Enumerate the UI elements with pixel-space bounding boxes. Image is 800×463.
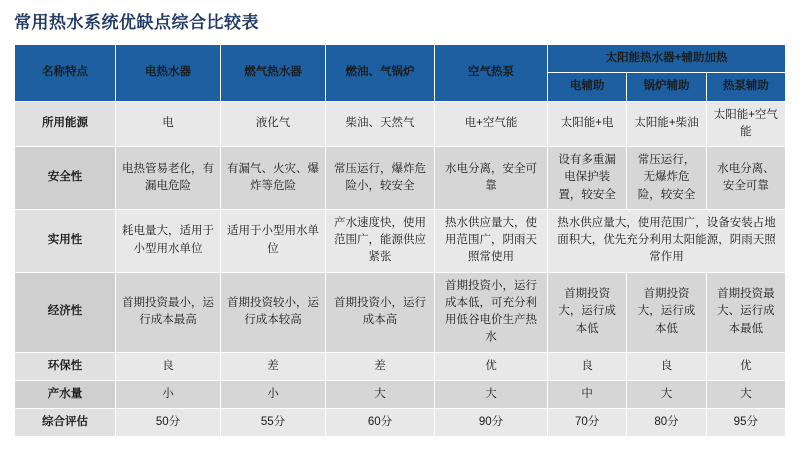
row-label-practicality: 实用性 bbox=[15, 209, 116, 272]
header-col-2: 燃油、气锅炉 bbox=[326, 45, 435, 102]
header-corner-label: 名称特点 bbox=[15, 45, 116, 102]
table-row bbox=[15, 380, 786, 408]
cell-score-3: 90分 bbox=[435, 409, 548, 437]
cell-eco-0: 良 bbox=[116, 352, 221, 380]
cell-energy-2: 柴油、天然气 bbox=[326, 101, 435, 147]
table-row bbox=[15, 272, 786, 352]
cell-energy-0: 电 bbox=[116, 101, 221, 147]
table-row bbox=[15, 409, 786, 437]
header-col-6: 热泵辅助 bbox=[706, 73, 785, 101]
cell-score-2: 60分 bbox=[326, 409, 435, 437]
table-row bbox=[15, 147, 786, 210]
cell-safety-4: 设有多重漏电保护装置，较安全 bbox=[548, 147, 627, 210]
cell-practicality-1: 适用于小型用水单位 bbox=[221, 209, 326, 272]
cell-eco-4: 良 bbox=[548, 352, 627, 380]
cell-practicality-solar-merged: 热水供应量大，使用范围广，设备安装占地面积大，优先充分利用太阳能源，阴雨天照常作用 bbox=[548, 209, 786, 272]
cell-output-4: 中 bbox=[548, 380, 627, 408]
row-label-eco: 环保性 bbox=[15, 352, 116, 380]
cell-economy-4: 首期投资大，运行成本低 bbox=[548, 272, 627, 352]
cell-economy-5: 首期投资大，运行成本低 bbox=[627, 272, 706, 352]
cell-safety-2: 常压运行，爆炸危险小，较安全 bbox=[326, 147, 435, 210]
cell-safety-0: 电热管易老化，有漏电危险 bbox=[116, 147, 221, 210]
cell-eco-6: 优 bbox=[706, 352, 785, 380]
cell-energy-5: 太阳能+柴油 bbox=[627, 101, 706, 147]
cell-practicality-2: 产水速度快，使用范围广，能源供应紧张 bbox=[326, 209, 435, 272]
cell-eco-1: 差 bbox=[221, 352, 326, 380]
header-col-4: 电辅助 bbox=[548, 73, 627, 101]
cell-score-0: 50分 bbox=[116, 409, 221, 437]
cell-economy-1: 首期投资较小，运行成本较高 bbox=[221, 272, 326, 352]
cell-output-0: 小 bbox=[116, 380, 221, 408]
cell-practicality-3: 热水供应量大，使用范围广，阴雨天照常使用 bbox=[435, 209, 548, 272]
row-label-safety: 安全性 bbox=[15, 147, 116, 210]
cell-economy-0: 首期投资最小，运行成本最高 bbox=[116, 272, 221, 352]
cell-output-2: 大 bbox=[326, 380, 435, 408]
cell-output-1: 小 bbox=[221, 380, 326, 408]
table-row bbox=[15, 209, 786, 272]
cell-energy-6: 太阳能+空气能 bbox=[706, 101, 785, 147]
row-label-output: 产水量 bbox=[15, 380, 116, 408]
header-col-5: 锅炉辅助 bbox=[627, 73, 706, 101]
cell-safety-5: 常压运行，无爆炸危险，较安全 bbox=[627, 147, 706, 210]
cell-output-6: 大 bbox=[706, 380, 785, 408]
cell-energy-3: 电+空气能 bbox=[435, 101, 548, 147]
page-title: 常用热水系统优缺点综合比较表 bbox=[14, 13, 259, 32]
cell-practicality-0: 耗电量大，适用于小型用水单位 bbox=[116, 209, 221, 272]
cell-score-1: 55分 bbox=[221, 409, 326, 437]
row-label-energy: 所用能源 bbox=[15, 101, 116, 147]
cell-safety-6: 水电分离、安全可靠 bbox=[706, 147, 785, 210]
header-col-0: 电热水器 bbox=[116, 45, 221, 102]
header-col-3: 空气热泵 bbox=[435, 45, 548, 102]
cell-energy-1: 液化气 bbox=[221, 101, 326, 147]
header-col-1: 燃气热水器 bbox=[221, 45, 326, 102]
cell-energy-4: 太阳能+电 bbox=[548, 101, 627, 147]
cell-output-5: 大 bbox=[627, 380, 706, 408]
row-label-score: 综合评估 bbox=[15, 409, 116, 437]
cell-score-6: 95分 bbox=[706, 409, 785, 437]
table-header bbox=[15, 45, 786, 102]
table-row bbox=[15, 101, 786, 147]
table-body bbox=[15, 101, 786, 437]
cell-score-4: 70分 bbox=[548, 409, 627, 437]
cell-economy-3: 首期投资小，运行成本低，可充分利用低谷电价生产热水 bbox=[435, 272, 548, 352]
cell-economy-2: 首期投资小，运行成本高 bbox=[326, 272, 435, 352]
cell-safety-1: 有漏气、火灾、爆炸等危险 bbox=[221, 147, 326, 210]
comparison-table bbox=[14, 44, 786, 437]
cell-safety-3: 水电分离，安全可靠 bbox=[435, 147, 548, 210]
cell-score-5: 80分 bbox=[627, 409, 706, 437]
cell-eco-3: 优 bbox=[435, 352, 548, 380]
header-group-solar: 太阳能热水器+辅助加热 bbox=[548, 45, 786, 73]
row-label-economy: 经济性 bbox=[15, 272, 116, 352]
cell-output-3: 大 bbox=[435, 380, 548, 408]
header-row-top bbox=[15, 45, 786, 73]
cell-eco-2: 差 bbox=[326, 352, 435, 380]
cell-economy-6: 首期投资最大、运行成本最低 bbox=[706, 272, 785, 352]
table-row bbox=[15, 352, 786, 380]
cell-eco-5: 良 bbox=[627, 352, 706, 380]
